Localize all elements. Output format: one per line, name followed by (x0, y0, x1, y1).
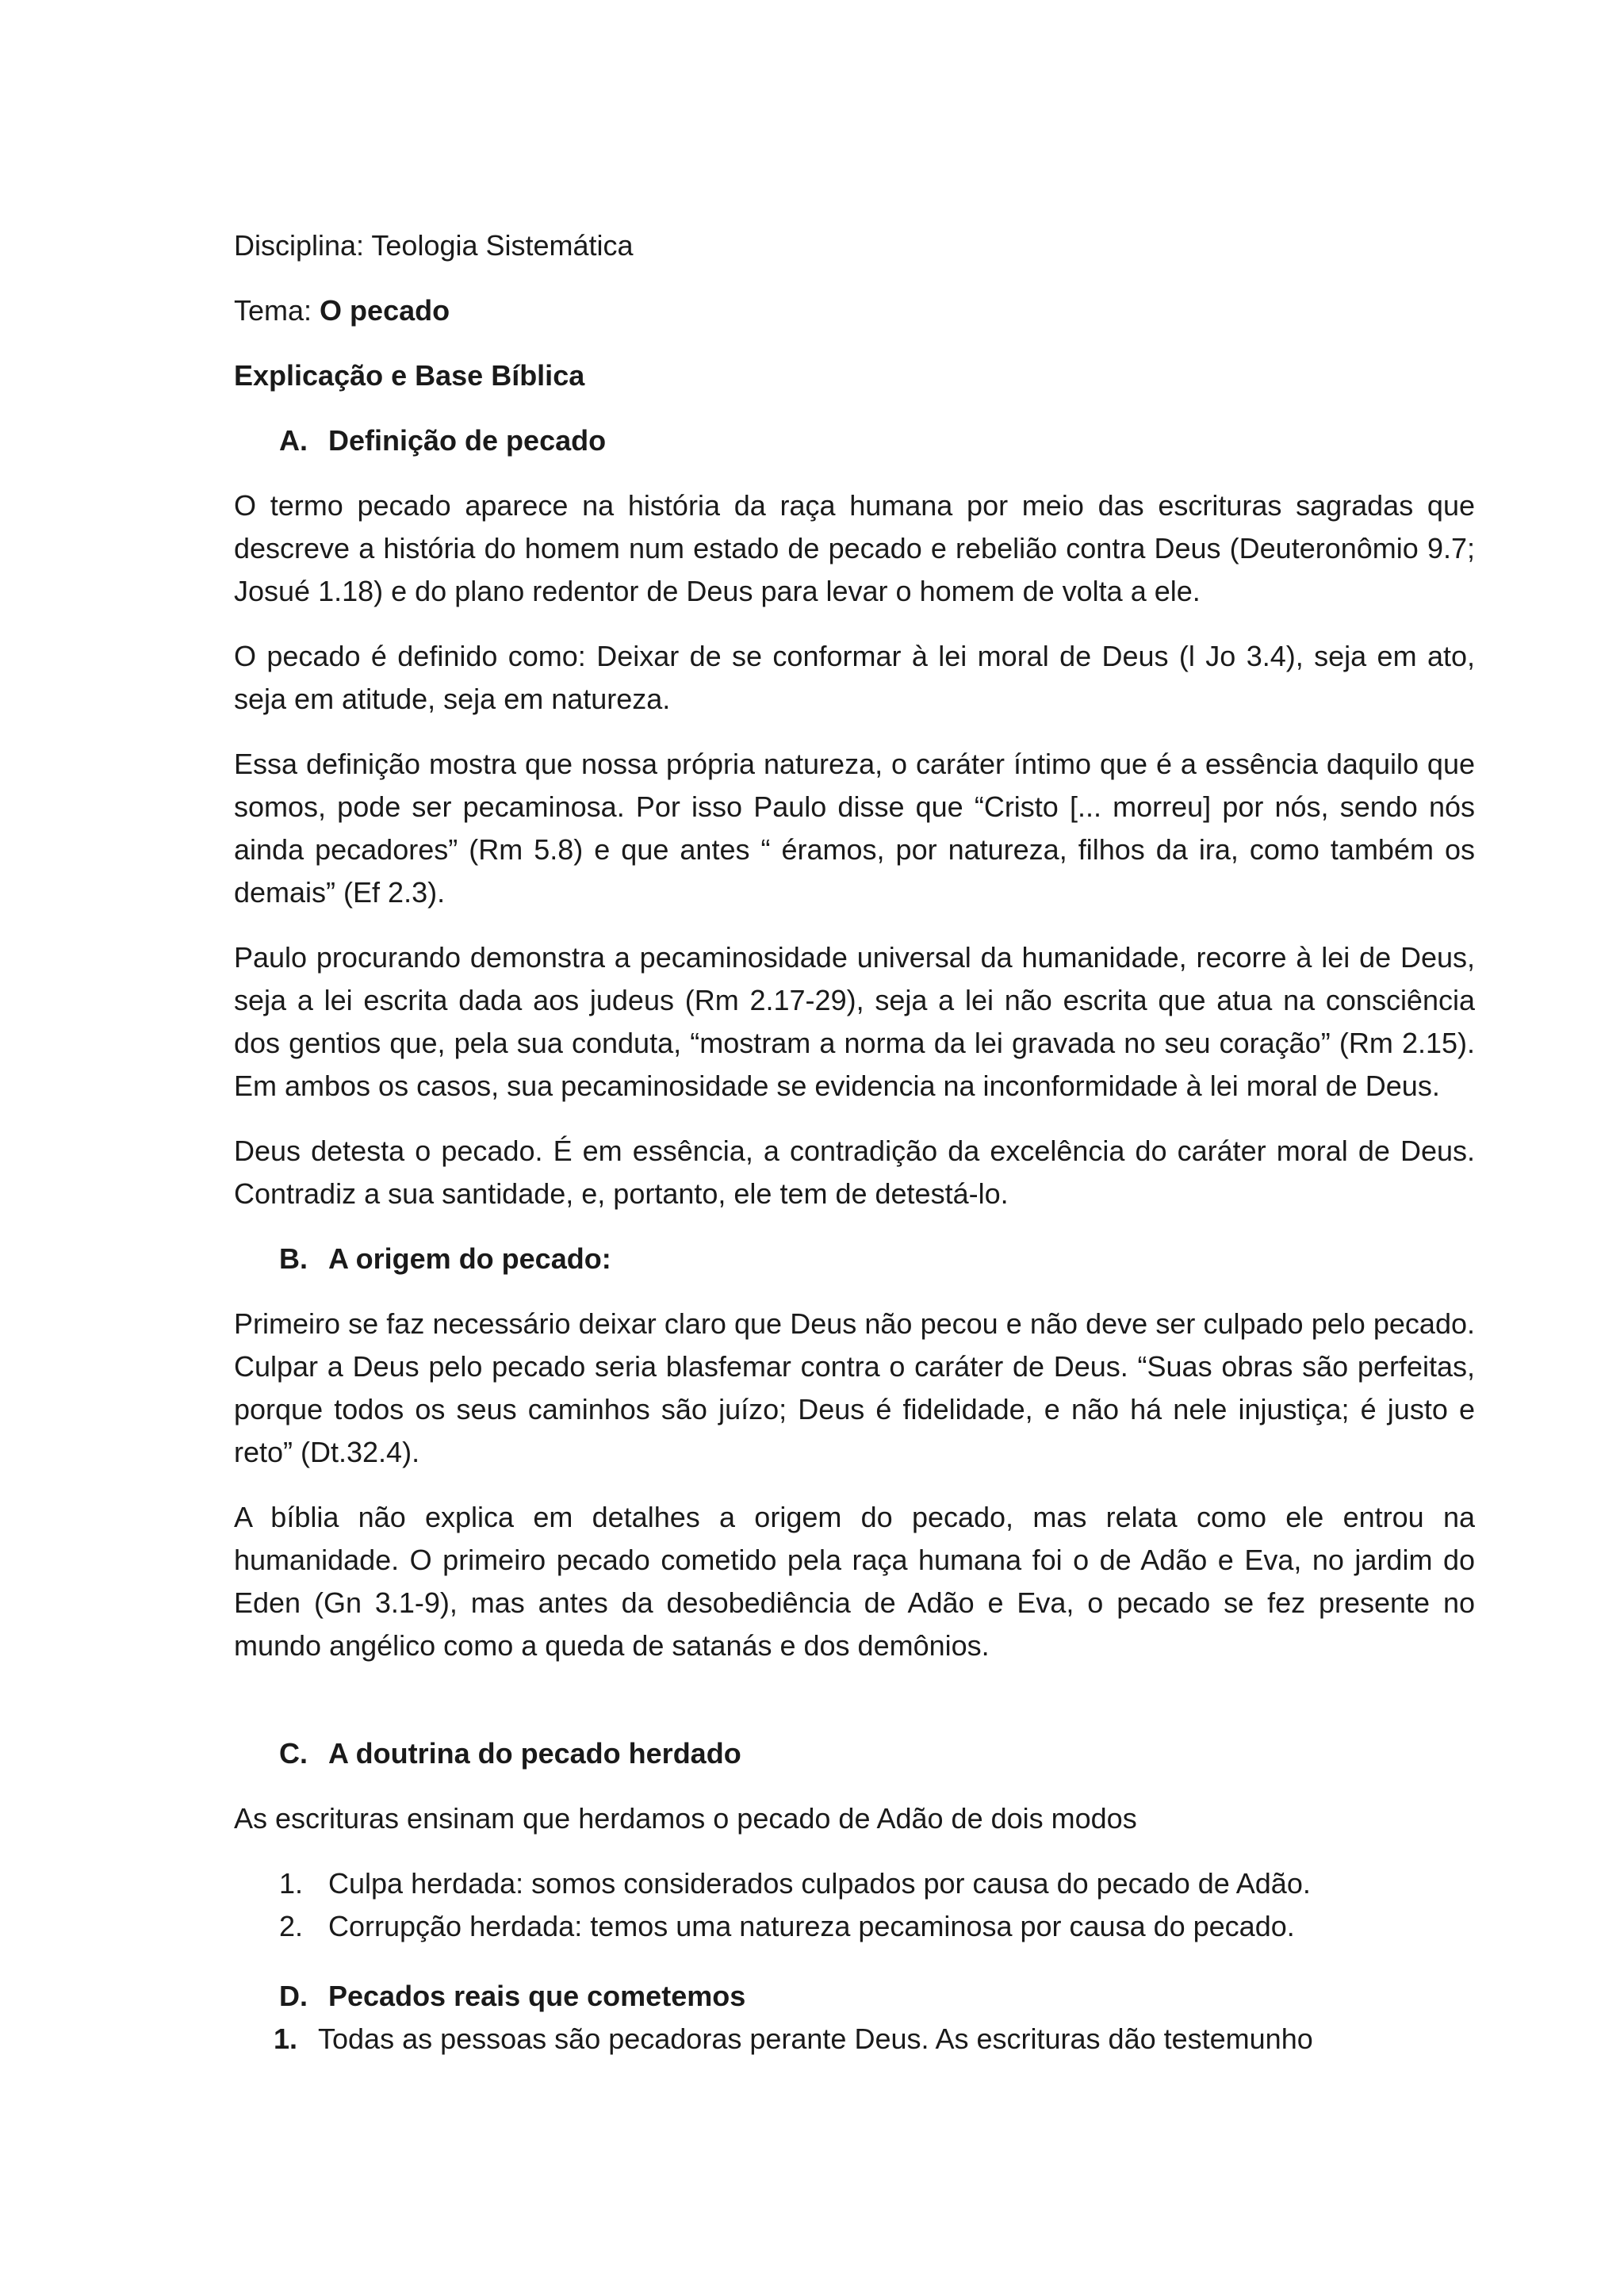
theme-value: O pecado (320, 294, 450, 327)
list-item-text: Culpa herdada: somos considerados culpados por causa do pecado de Adão. (328, 1867, 1311, 1900)
list-item-text: Corrupção herdada: temos uma natureza pecaminosa por causa do pecado. (328, 1910, 1295, 1942)
section-d-list-item (234, 2018, 1475, 2061)
section-a-heading (234, 419, 1475, 462)
section-c-intro: As escrituras ensinam que herdamos o pecado de Adão de dois modos (234, 1802, 1137, 1835)
list-item (234, 1905, 1475, 1948)
theme-label: Tema: (234, 294, 320, 327)
section-b-title: A origem do pecado: (328, 1242, 611, 1275)
section-a-marker: A. (279, 424, 308, 457)
blank-line (234, 1689, 1475, 1732)
section-b-heading (234, 1238, 1475, 1280)
section-a-title: Definição de pecado (328, 424, 607, 457)
section-d-heading (234, 1975, 1475, 2018)
section-a-paragraph: O pecado é definido como: Deixar de se conformar à lei moral de Deus (l Jo 3.4), seja em ato, seja em atitude, seja em natureza. (234, 640, 1475, 715)
document-body (234, 224, 1475, 2061)
list-item-number: 1. (274, 2022, 298, 2055)
section-d-marker: D. (279, 1980, 308, 2012)
list-item (234, 1862, 1475, 1905)
section-a-paragraph: Deus detesta o pecado. É em essência, a contradição da excelência do caráter moral de Deus. Contradiz a sua santidade, e, portanto, ele tem de detestá-lo. (234, 1135, 1475, 1210)
section-c-heading (234, 1732, 1475, 1775)
subtitle: Explicação e Base Bíblica (234, 359, 585, 392)
section-b-marker: B. (279, 1242, 308, 1275)
list-item-number: 1. (279, 1867, 304, 1900)
section-a-paragraph: Essa definição mostra que nossa própria natureza, o caráter íntimo que é a essência daquilo que somos, pode ser pecaminosa. Por isso Paulo disse que “Cristo [... morreu] por nós, sendo nós ainda pecadores” (Rm 5.8) e que antes “ éramos, por natureza, filhos da ira, como também os demais” (Ef 2.3). (234, 748, 1475, 909)
section-d-title: Pecados reais que cometemos (328, 1980, 746, 2012)
list-item-text: Todas as pessoas são pecadoras perante Deus. As escrituras dão testemunho (318, 2022, 1313, 2055)
section-a-paragraph: Paulo procurando demonstra a pecaminosidade universal da humanidade, recorre à lei de Deus, seja a lei escrita dada aos judeus (Rm 2.17-29), seja a lei não escrita que atua na consciência dos gentios que, pela sua conduta, “mostram a norma da lei gravada no seu coração” (Rm 2.15). Em ambos os casos, sua pecaminosidade se evidencia na inconformidade à lei moral de Deus. (234, 941, 1475, 1102)
section-c-marker: C. (279, 1737, 308, 1770)
list-item-number: 2. (279, 1910, 304, 1942)
theme-line (234, 289, 1475, 332)
section-b-paragraph: Primeiro se faz necessário deixar claro que Deus não pecou e não deve ser culpado pelo pecado. Culpar a Deus pelo pecado seria blasfemar contra o caráter de Deus. “Suas obras são perfeitas, porque todos os seus caminhos são juízo; Deus é fidelidade, e não há nele injustiça; é justo e reto” (Dt.32.4). (234, 1307, 1475, 1468)
section-c-list (234, 1862, 1475, 1948)
discipline-line: Disciplina: Teologia Sistemática (234, 229, 634, 262)
section-a-paragraph: O termo pecado aparece na história da raça humana por meio das escrituras sagradas que descreve a história do homem num estado de pecado e rebelião contra Deus (Deuteronômio 9.7; Josué 1.18) e do plano redentor de Deus para levar o homem de volta a ele. (234, 489, 1475, 607)
section-b-paragraph: A bíblia não explica em detalhes a origem do pecado, mas relata como ele entrou na humanidade. O primeiro pecado cometido pela raça humana foi o de Adão e Eva, no jardim do Eden (Gn 3.1-9), mas antes da desobediência de Adão e Eva, o pecado se fez presente no mundo angélico como a queda de satanás e dos demônios. (234, 1501, 1475, 1662)
section-c-title: A doutrina do pecado herdado (328, 1737, 741, 1770)
